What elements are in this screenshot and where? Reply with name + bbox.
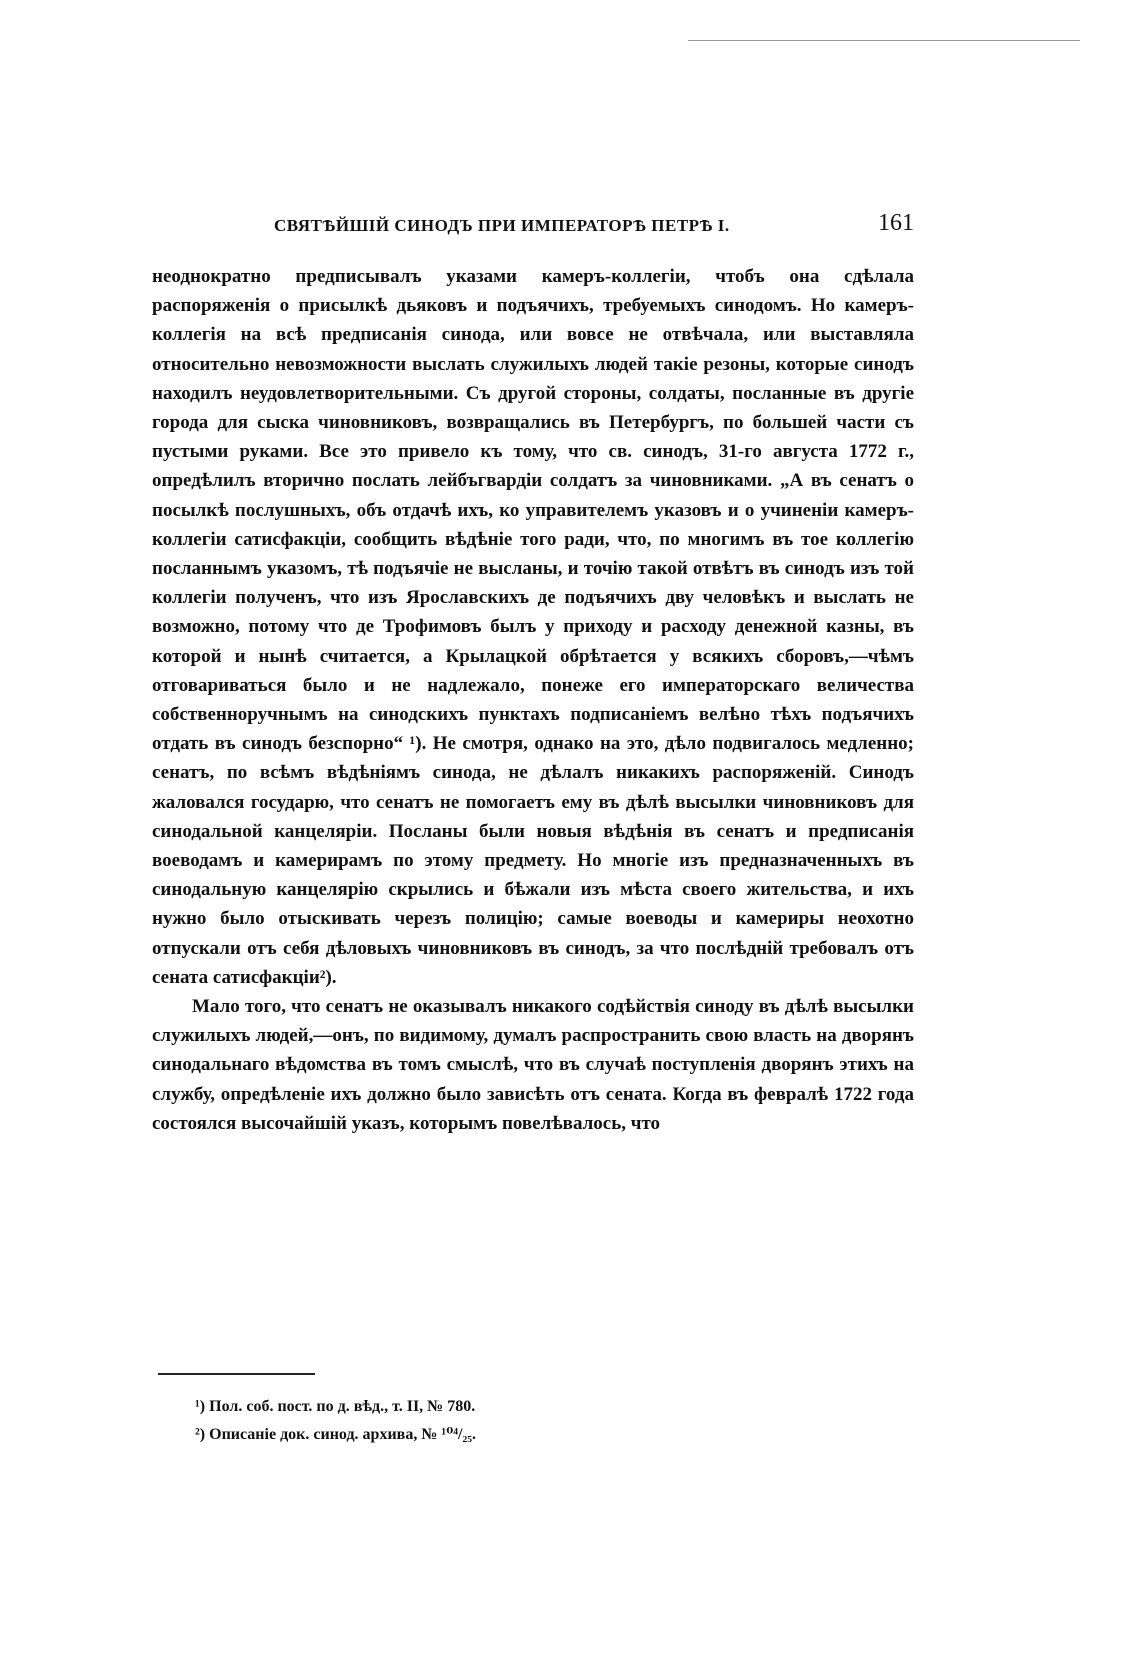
- paragraph: Мало того, что сенатъ не оказывалъ никакого содѣйствія синоду въ дѣлѣ высылки служилыхъ людей,—онъ, по видимому, думалъ распространить свою власть на дворянъ синодальнаго вѣдомства въ томъ смыслѣ, что въ случаѣ поступленія дворянъ этихъ на службу, опредѣленіе ихъ должно было зависѣть отъ сената. Когда въ февралѣ 1722 года состоялся высочайшій указъ, которымъ повелѣвалось, что: [152, 996, 914, 1134]
- footnote-rule: [158, 1373, 315, 1375]
- page-header: [152, 210, 914, 244]
- paragraph: неоднократно предписывалъ указами камеръ-коллегіи, чтобъ она сдѣлала распоряженія о присылкѣ дьяковъ и подъячихъ, требуемыхъ синодомъ. Но камеръ-коллегія на всѣ предписанія синода, или вовсе не отвѣчала, или выставляла относительно невозможности выслать служилыхъ людей такіе резоны, которые синодъ находилъ неудовлетворительными. Съ другой стороны, солдаты, посланные въ другіе города для сыска чиновниковъ, возвращались въ Петербургъ, по большей части съ пустыми руками. Все это привело къ тому, что св. синодъ, 31-го августа 1772 г., опредѣлилъ вторично послать лейбъгвардіи солдатъ за чиновниками. „А въ сенатъ о посылкѣ послушныхъ, объ отдачѣ ихъ, ко управителемъ указовъ и о учиненіи камеръ-коллегіи сатисфакціи, сообщить вѣдѣніе того ради, что, по многимъ въ тое коллегію посланнымъ указомъ, тѣ подъячіе не высланы, и точію такой отвѣтъ въ синодъ изъ той коллегіи полученъ, что изъ Ярославскихъ де подъячихъ дву человѣкъ и выслать не возможно, потому что де Трофимовъ былъ у приходу и расходу денежной казны, въ которой и нынѣ считается, а Крылацкой обрѣтается у всякихъ сборовъ,—чѣмъ отговариваться было и не надлежало, понеже его императорскаго величества собственноручнымъ на синодскихъ пунктахъ подписаніемъ велѣно тѣхъ подъячихъ отдать въ синодъ безспорно“ ¹). Не смотря, однако на это, дѣло подвигалось медленно; сенатъ, по всѣмъ вѣдѣніямъ синода, не дѣлалъ никакихъ распоряженій. Синодъ жаловался государю, что сенатъ не помогаетъ ему въ дѣлѣ высылки чиновниковъ для синодальной канцеляріи. Посланы были новыя вѣдѣнія въ сенатъ и предписанія воеводамъ и камерирамъ по этому предмету. Но многіе изъ предназначенныхъ въ синодальную канцелярію скрылись и бѣжали изъ мѣста своего жительства, и ихъ нужно было отыскивать черезъ полицію; самые воеводы и камериры неохотно отпускали отъ себя дѣловыхъ чиновниковъ въ синодъ, за что послѣдній требовалъ отъ сената сатисфакціи²).: [152, 266, 914, 988]
- running-title: СВЯТѢЙШІЙ СИНОДЪ ПРИ ИМПЕРАТОРѢ ПЕТРѢ I.: [274, 216, 730, 235]
- page-number: 161: [878, 210, 914, 236]
- footnote: ²) Описаніе док. синод. архива, № ¹⁰⁴/₂₅.: [195, 1426, 477, 1443]
- footnotes: [195, 1393, 895, 1449]
- top-rule: [688, 40, 1080, 41]
- footnote: ¹) Пол. соб. пост. по д. вѣд., т. II, № 780.: [195, 1398, 476, 1415]
- body-text: [152, 262, 914, 1138]
